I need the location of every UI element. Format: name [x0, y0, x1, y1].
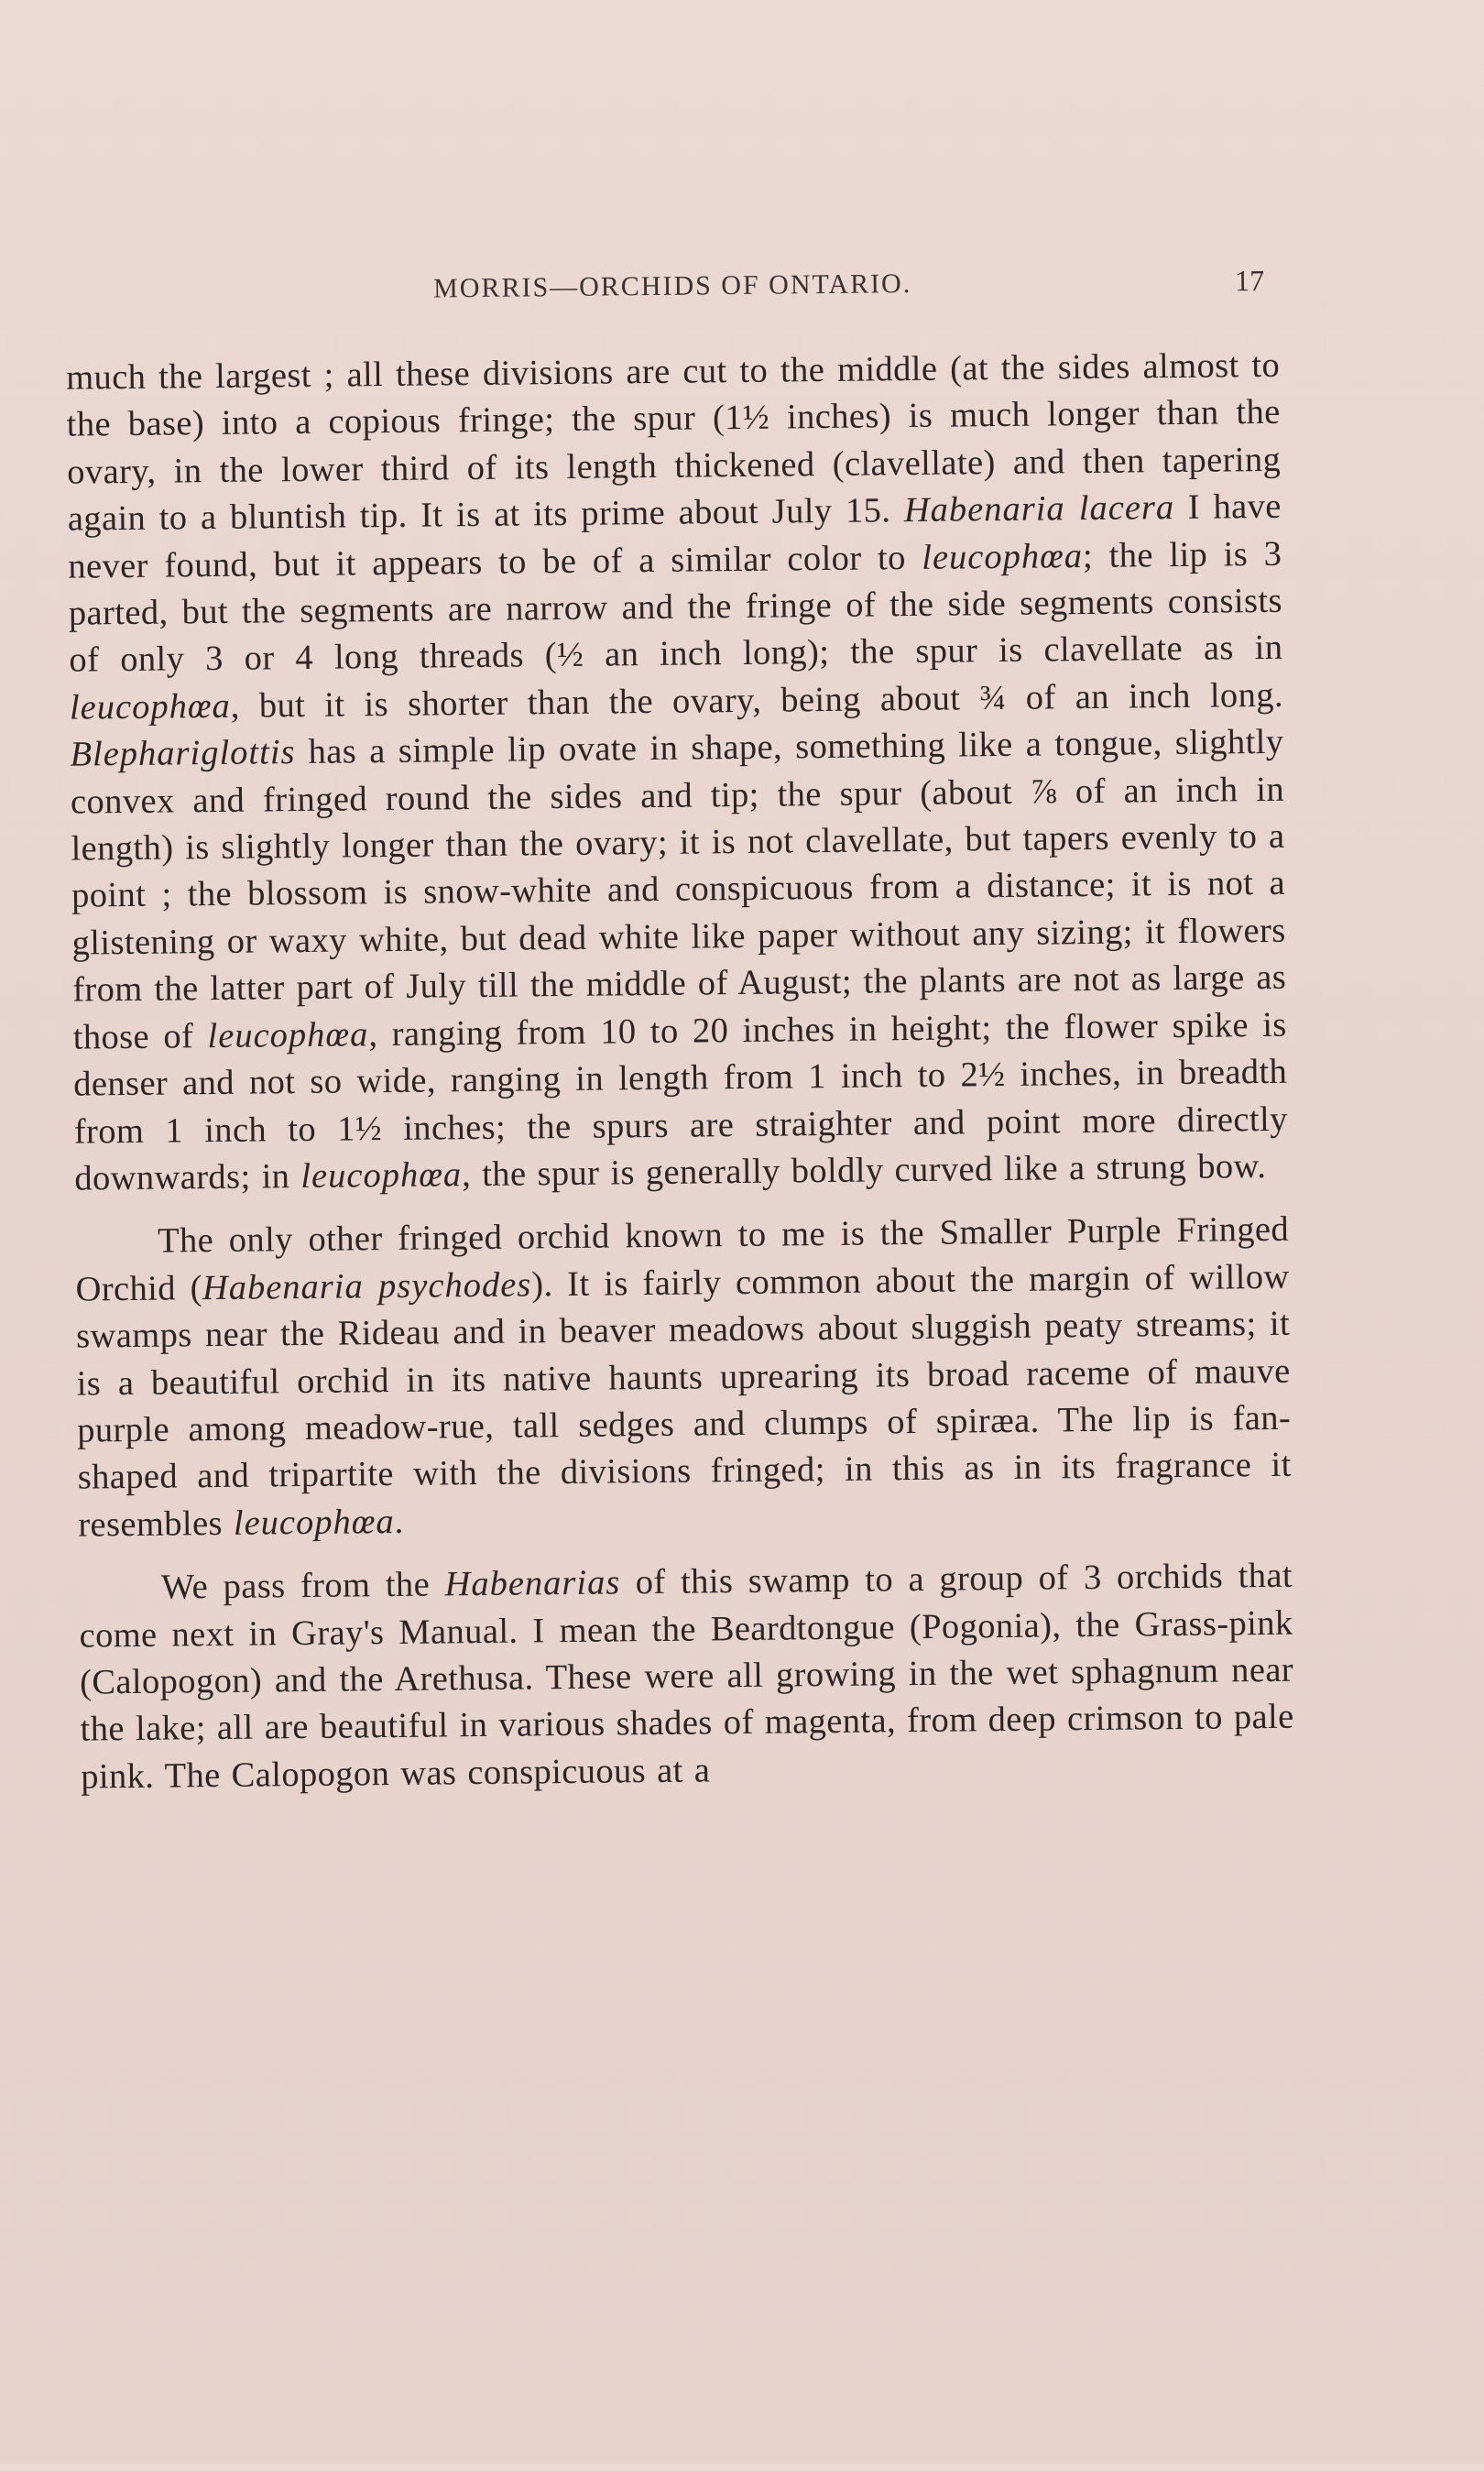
text-run: much the largest ; all these divisions are cut to the middle (at the sides almost to the base) into a copious fringe; the spur (1½ inches) is much longer than the ovary, in the lower third of its length thickened (clavellate) and then tapering again to a bluntish tip. It is at its prime about July 15.	[65, 345, 1282, 539]
species-name: leucophœa	[922, 536, 1084, 577]
species-name: leucophœa	[300, 1155, 463, 1196]
text-run: .	[394, 1502, 404, 1541]
species-name: leucophœa	[207, 1014, 369, 1055]
text-run: ). It is fairly common about the margin of willow swamps near the Rideau and in beaver meadows about sluggish peaty streams; it is a beautiful orchid in its native haunts uprearing its broad raceme of mauve purple among meadow-rue, tall sedges and clumps of spiræa. The lip is fan-shaped and tripartite with the divisions fringed; in this as in its fragrance it resembles	[75, 1257, 1292, 1545]
page-number: 17	[1234, 263, 1265, 298]
species-name: leucophœa	[69, 686, 231, 727]
text-run: We pass from the	[160, 1565, 445, 1607]
species-name: Habenarias	[444, 1563, 621, 1604]
text-run: The only other fringed orchid known to me is the Smaller Purple Fringed Orchid (	[75, 1210, 1290, 1309]
text-run: , ranging from 10 to 20 inches in height; the flower spike is denser and not so wide, ranging in length from 1 inch to 2½ inches, in breadth from 1 inch to 1½ inches; the spurs are straighter and point more directly downwards; in	[73, 1005, 1288, 1198]
text-run: ; the lip is 3 parted, but the segments are narrow and the fringe of the side segments consists of only 3 or 4 long threads (½ an inch long); the spur is clavellate as in	[68, 534, 1283, 681]
text-run: , but it is shorter than the ovary, being about ¾ of an inch long.	[230, 675, 1284, 726]
text-run: of this swamp to a group of 3 orchids that come next in Gray's Manual. I mean the Beardtongue (Pogonia), the Grass-pink (Calopogon) and the Arethusa. These were all growing in the wet sphagnum near the lake; all are beautiful in various shades of magenta, from deep crimson to pale pink. The Calopogon was conspicuous at a	[79, 1556, 1294, 1797]
paragraph-1	[66, 343, 1289, 1203]
running-title: MORRIS—ORCHIDS OF ONTARIO.	[432, 268, 912, 304]
paragraph-2	[75, 1207, 1293, 1549]
running-head	[59, 262, 1286, 312]
body-text	[66, 343, 1294, 1801]
text-run: I have never found, but it appears to be of a similar color to	[68, 487, 1282, 586]
paragraph-3	[79, 1553, 1295, 1801]
species-name: Habenaria psychodes	[202, 1265, 532, 1307]
species-name: Blephariglottis	[70, 733, 296, 774]
text-run: has a simple lip ovate in shape, something like a tongue, slightly convex and fringed round the sides and tip; the spur (about ⅞ of an inch in length) is slightly longer than the ovary; it is not clavellate, but tapers evenly to a point ; the blossom is snow-white and conspicuous from a distance; it is not a glistening or waxy white, but dead white like paper without any sizing; it flowers from the latter part of July till the middle of August; the plants are not as large as those of	[70, 723, 1287, 1057]
species-name: leucophœa	[233, 1502, 395, 1543]
text-run: , the spur is generally boldly curved like a strung bow.	[461, 1146, 1267, 1195]
species-name: Habenaria lacera	[903, 488, 1175, 530]
